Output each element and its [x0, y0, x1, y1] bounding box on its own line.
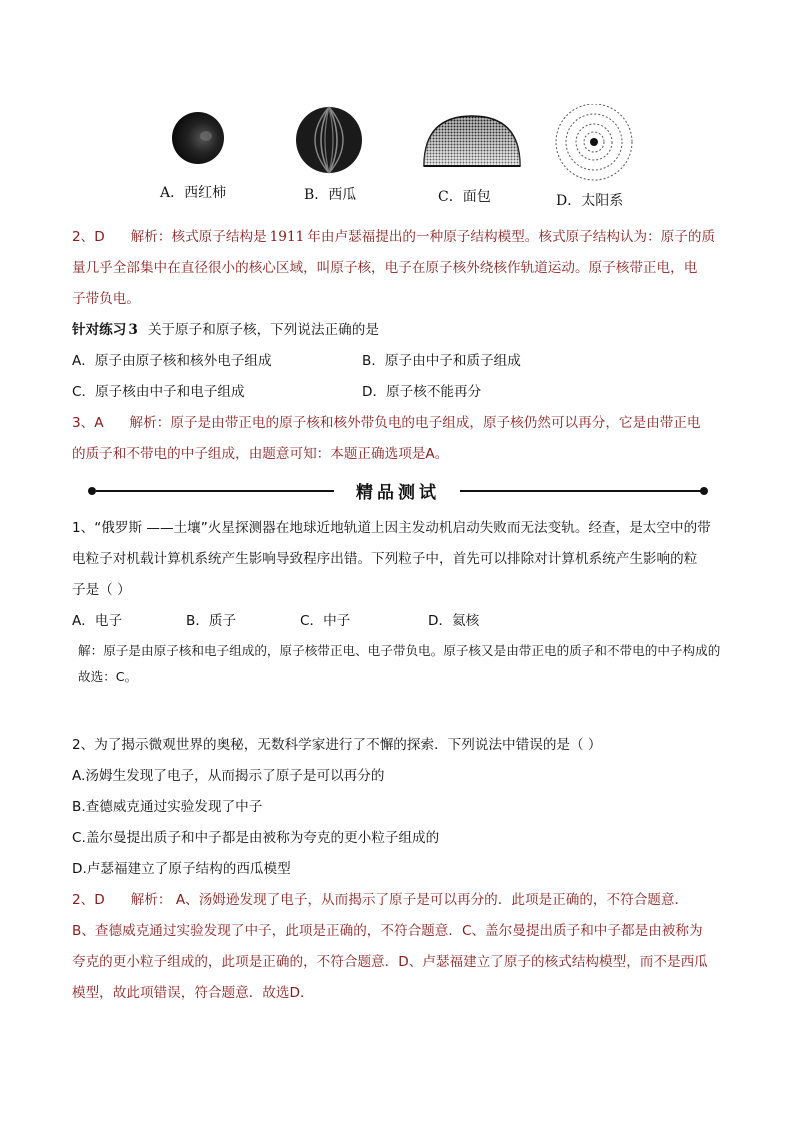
answer-2-line-2: 量几乎全部集中在直径很小的核心区域，叫原子核，电子在原子核外绕核作轨道运动。原子核带正电，电: [72, 260, 698, 276]
answer-test-2-number: 2、D: [72, 892, 105, 908]
watermelon-icon: [293, 104, 365, 176]
answer-3-number: 3、A: [72, 415, 104, 431]
practice-3-option-b: B．原子由中子和质子组成: [362, 353, 521, 369]
figure-label-c: C．面包: [438, 189, 491, 205]
practice-3-option-d: D．原子核不能再分: [362, 384, 482, 400]
practice-3-option-c: C．原子核由中子和电子组成: [72, 384, 245, 400]
answer-test-2-line-3: 夸克的更小粒子组成的，此项是正确的，不符合题意．D、卢瑟福建立了原子的核式结构模型，而不是西瓜: [72, 954, 708, 970]
test-2-option-c: C.盖尔曼提出质子和中子都是由被称为夸克的更小粒子组成的: [72, 830, 440, 846]
answer-2-line-1: 2、D 解析：核式原子结构是 1911 年由卢瑟福提出的一种原子结构模型。核式原子结构认为：原子的质: [72, 229, 716, 245]
figure-watermelon: [293, 104, 365, 176]
practice-3-option-a: A．原子由原子核和核外电子组成: [72, 353, 272, 369]
figure-tomato: [168, 104, 232, 168]
banner-dot-left: [88, 487, 96, 495]
section-banner: [88, 478, 710, 504]
test-1-option-d: D．氦核: [428, 613, 480, 629]
test-1-option-c: C．中子: [300, 613, 351, 629]
answer-test-2-line-2: B、查德威克通过实验发现了中子，此项是正确的，不符合题意．C、盖尔曼提出质子和中子都是由被称为: [72, 923, 703, 939]
test-1-line-1: 1、“俄罗斯 ——土壤”火星探测器在地球近地轨道上因主发动机启动失败而无法变轨。经查，是太空中的带: [72, 520, 711, 536]
test-1-solution-line-2: 故选：C。: [78, 669, 138, 684]
figure-label-d: D．太阳系: [556, 193, 624, 209]
answer-test-2-line-4: 模型，故此项错误，符合题意．故选D．: [72, 985, 314, 1001]
banner-rule-left: [96, 490, 334, 492]
figure-solar-system: [552, 104, 636, 184]
tomato-icon: [168, 104, 232, 168]
answer-2-line-3: 子带负电。: [72, 291, 140, 307]
practice-3-title: 针对练习: [72, 322, 127, 338]
section-title: 精品测试: [356, 483, 440, 503]
answer-3-line-1: 3、A 解析：原子是由带正电的原子核和核外带负电的电子组成，原子核仍然可以再分，它是由带正电: [72, 415, 701, 431]
banner-rule-right: [460, 490, 702, 492]
test-1-solution-line-1: 解：原子是由原子核和电子组成的，原子核带正电、电子带负电。原子核又是由带正电的质子和不带电的中子构成的: [78, 643, 721, 658]
test-2-option-b: B.查德威克通过实验发现了中子: [72, 799, 263, 815]
answer-3-line-2: 的质子和不带电的中子组成，由题意可知：本题正确选项是A。: [72, 446, 449, 462]
practice-3-question: 针对练习 3 关于原子和原子核，下列说法正确的是: [72, 322, 379, 338]
test-2-option-d: D.卢瑟福建立了原子结构的西瓜模型: [72, 861, 291, 877]
test-2-question: 2、为了揭示微观世界的奥秘，无数科学家进行了不懈的探索．下列说法中错误的是（ ）: [72, 737, 602, 753]
figure-label-a: A．西红柿: [160, 185, 227, 201]
banner-dot-right: [700, 487, 708, 495]
answer-test-2-line-1: 2、D 解析： A、汤姆逊发现了电子，从而揭示了原子是可以再分的．此项是正确的，不符合题意．: [72, 892, 689, 908]
bread-icon: [420, 104, 524, 176]
test-1-option-b: B．质子: [186, 613, 237, 629]
solar-system-icon: [552, 104, 636, 184]
atom-models-figure: [148, 104, 648, 214]
answer-2-number: 2、D: [72, 229, 105, 245]
figure-label-b: B．西瓜: [304, 187, 357, 203]
test-1-line-2: 电粒子对机载计算机系统产生影响导致程序出错。下列粒子中，首先可以排除对计算机系统产生影响的粒: [72, 551, 698, 567]
test-1-line-3: 子是（ ）: [72, 582, 131, 598]
test-2-option-a: A.汤姆生发现了电子，从而揭示了原子是可以再分的: [72, 768, 385, 784]
figure-bread: [420, 104, 524, 176]
test-1-option-a: A．电子: [72, 613, 123, 629]
